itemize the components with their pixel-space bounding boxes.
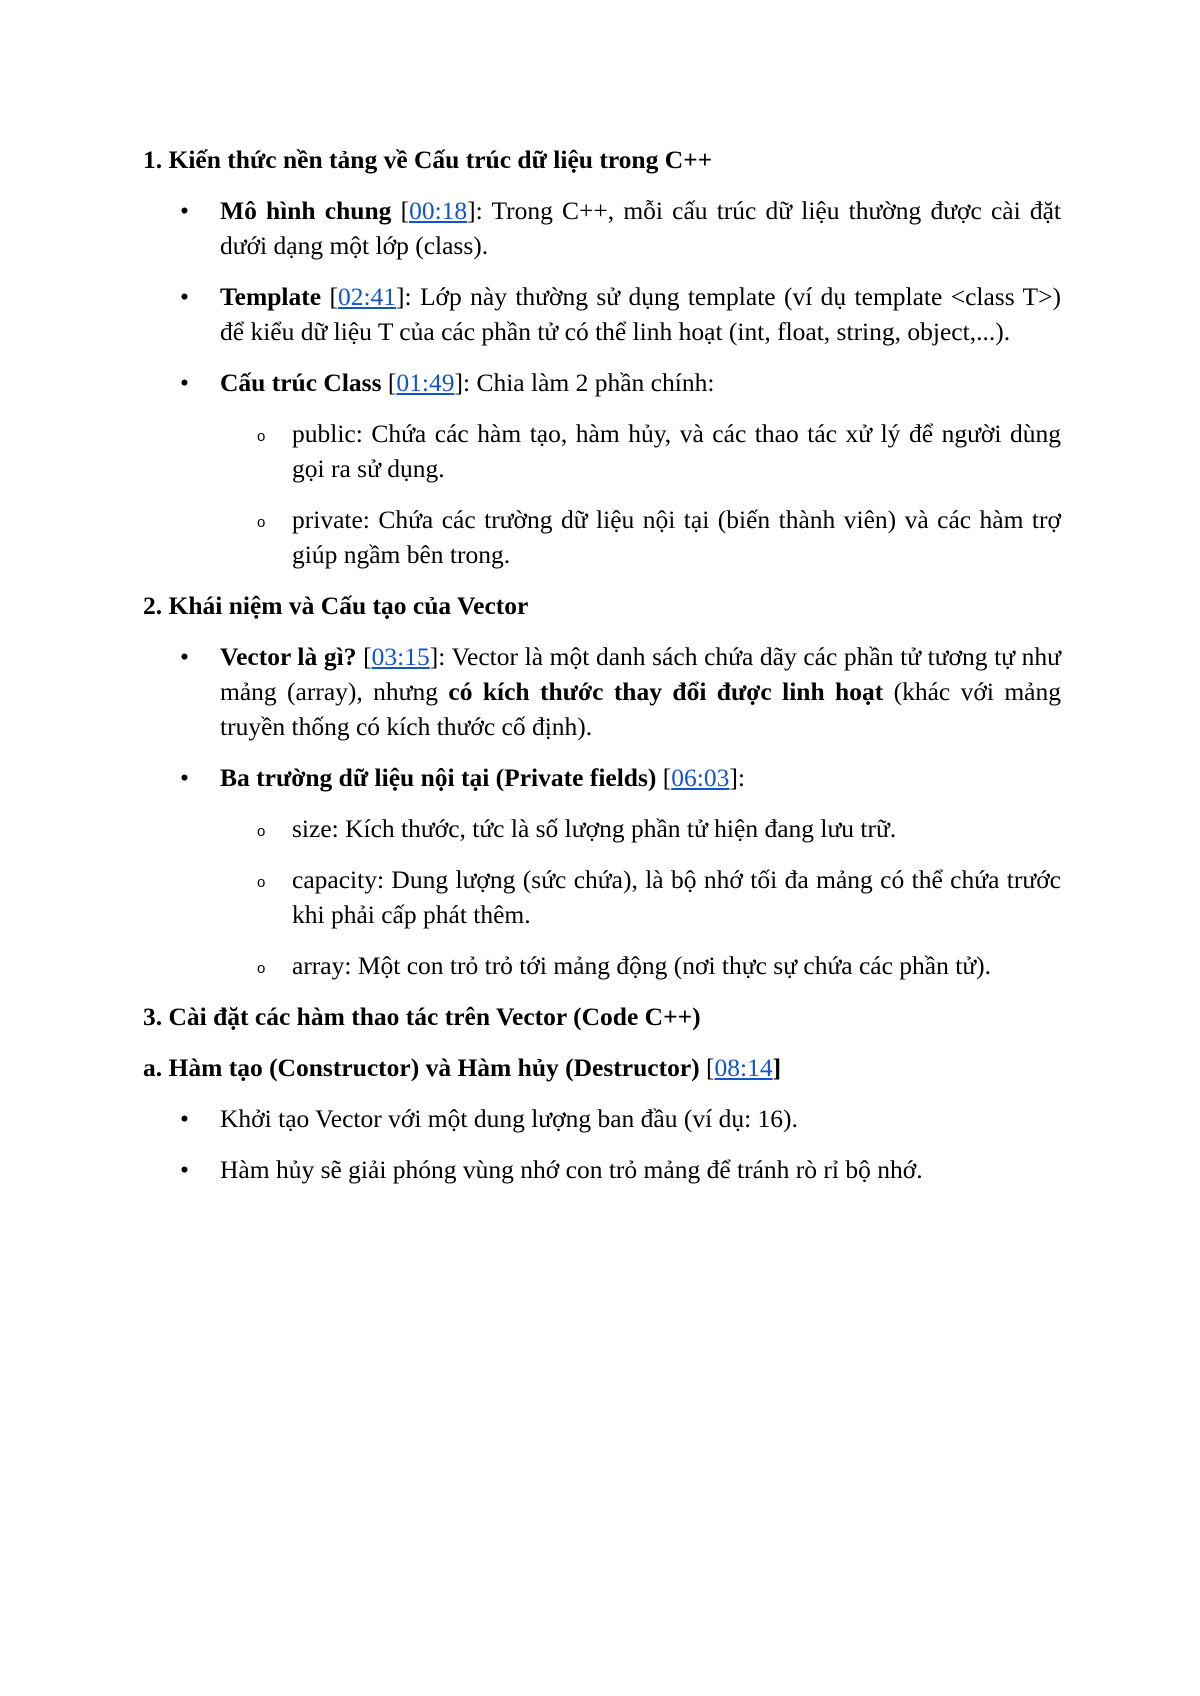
item-text: : Lớp này thường sử dụng template (ví dụ template <class T>) để kiểu dữ liệu T của các phần tử có thể linh hoạt (int, float, string, object,...). xyxy=(220,282,1062,346)
section-1-heading: 1. Kiến thức nền tảng về Cấu trúc dữ liệu trong C++ xyxy=(143,145,713,174)
list-item-constructor: • Khởi tạo Vector với một dung lượng ban đầu (ví dụ: 16). xyxy=(143,1101,1061,1136)
private-fields-sublist xyxy=(220,811,1061,983)
sub-heading-text: a. Hàm tạo (Constructor) và Hàm hủy (Destructor) xyxy=(143,1053,700,1082)
list-item-private-fields: • Ba trường dữ liệu nội tại (Private fields) [06:03]: o size: Kích thước, tức là số lượng phần tử hiện đang lưu trữ. o capacity: Dung lượng (sức chứa), là bộ nhớ tối đa mảng có thể chứa trước khi phải cấp phát thêm. o array: Một con trỏ trỏ tới mảng động (nơi thực sự chứa các phần tử). xyxy=(143,760,1061,983)
section-2-list xyxy=(143,639,1061,983)
class-structure-sublist xyxy=(220,416,1061,572)
sub-item-size: o size: Kích thước, tức là số lượng phần tử hiện đang lưu trữ. xyxy=(220,811,1061,846)
section-3-list xyxy=(143,1101,1061,1187)
list-item-what-is-vector: • Vector là gì? [03:15]: Vector là một danh sách chứa dãy các phần tử tương tự như mảng (array), nhưng có kích thước thay đổi được linh hoạt (khác với mảng truyền thống có kích thước cố định). xyxy=(143,639,1061,744)
sub-item-public: o public: Chứa các hàm tạo, hàm hủy, và các thao tác xử lý để người dùng gọi ra sử dụng. xyxy=(220,416,1061,486)
item-title: Ba trường dữ liệu nội tại (Private fields) xyxy=(220,763,657,792)
item-title: Template xyxy=(220,282,322,311)
list-item-general-model: • Mô hình chung [00:18]: Trong C++, mỗi cấu trúc dữ liệu thường được cài đặt dưới dạng một lớp (class). xyxy=(143,193,1061,263)
timestamp-link-01-49[interactable]: 01:49 xyxy=(396,368,455,397)
item-title: Mô hình chung xyxy=(220,196,392,225)
list-item-template: • Template [02:41]: Lớp này thường sử dụng template (ví dụ template <class T>) để kiểu dữ liệu T của các phần tử có thể linh hoạt (int, float, string, object,...). xyxy=(143,279,1061,349)
item-text: (khác với mảng truyền thống có kích thước cố định). xyxy=(220,677,1061,741)
document-page xyxy=(143,142,1061,1203)
item-title: Vector là gì? xyxy=(220,642,357,671)
list-item-destructor: • Hàm hủy sẽ giải phóng vùng nhớ con trỏ mảng để tránh rò rỉ bộ nhớ. xyxy=(143,1152,1061,1187)
timestamp-link-06-03[interactable]: 06:03 xyxy=(671,763,730,792)
timestamp-link-03-15[interactable]: 03:15 xyxy=(371,642,430,671)
list-item-class-structure: • Cấu trúc Class [01:49]: Chia làm 2 phần chính: o public: Chứa các hàm tạo, hàm hủy, và các thao tác xử lý để người dùng gọi ra sử dụng. o private: Chứa các trường dữ liệu nội tại (biến thành viên) và các hàm trợ giúp ngầm bên trong. xyxy=(143,365,1061,572)
timestamp-link-08-14[interactable]: 08:14 xyxy=(714,1053,773,1082)
section-2-heading: 2. Khái niệm và Cấu tạo của Vector xyxy=(143,591,529,620)
section-3a-heading: a. Hàm tạo (Constructor) và Hàm hủy (Destructor) [08:14] xyxy=(143,1053,782,1082)
sub-item-private: o private: Chứa các trường dữ liệu nội tại (biến thành viên) và các hàm trợ giúp ngầm bên trong. xyxy=(220,502,1061,572)
timestamp-link-00-18[interactable]: 00:18 xyxy=(409,196,468,225)
item-text: : Vector là một danh sách chứa dãy các phần tử tương tự như mảng (array), nhưng xyxy=(220,642,1061,706)
section-3-heading: 3. Cài đặt các hàm thao tác trên Vector (Code C++) xyxy=(143,1002,701,1031)
sub-item-array: o array: Một con trỏ trỏ tới mảng động (nơi thực sự chứa các phần tử). xyxy=(220,948,1061,983)
item-text-bold: có kích thước thay đổi được linh hoạt xyxy=(448,677,884,706)
sub-item-capacity: o capacity: Dung lượng (sức chứa), là bộ nhớ tối đa mảng có thể chứa trước khi phải cấp phát thêm. xyxy=(220,862,1061,932)
section-1-list xyxy=(143,193,1061,572)
item-title: Cấu trúc Class xyxy=(220,368,382,397)
item-text: : Trong C++, mỗi cấu trúc dữ liệu thường được cài đặt dưới dạng một lớp (class). xyxy=(220,196,1062,260)
item-text: : xyxy=(737,763,745,792)
item-text: : Chia làm 2 phần chính: xyxy=(462,368,715,397)
timestamp-link-02-41[interactable]: 02:41 xyxy=(337,282,397,311)
